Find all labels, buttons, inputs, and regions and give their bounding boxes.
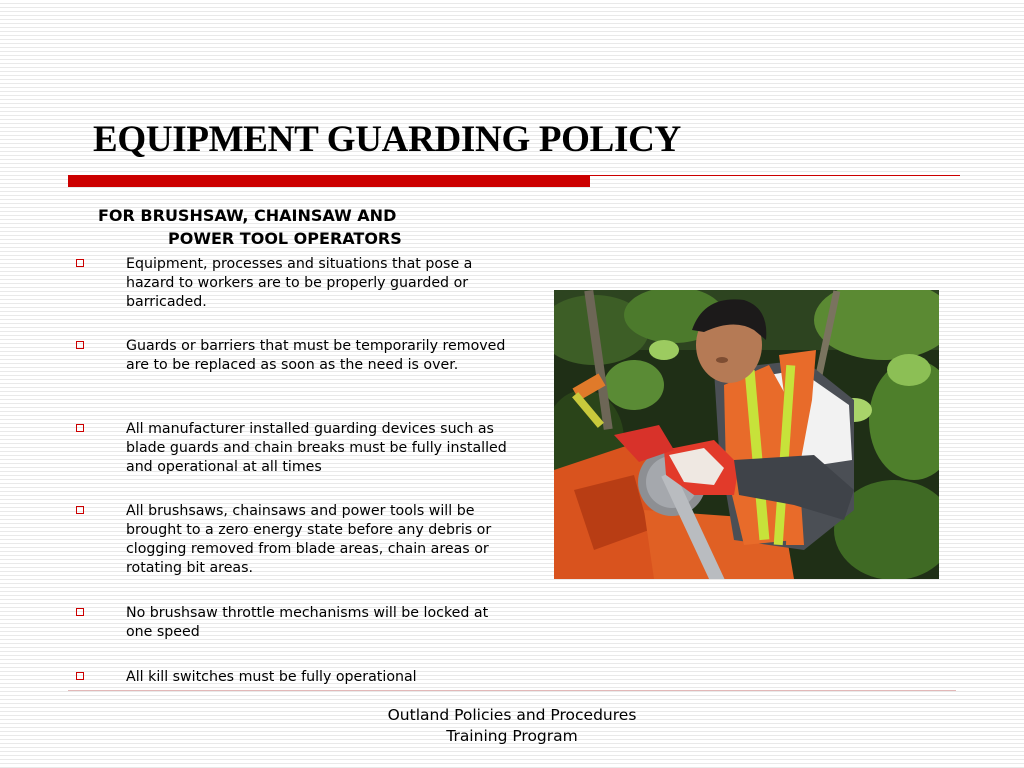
slide-subtitle (98, 204, 518, 250)
worker-photo (554, 290, 939, 579)
bullet-text: Equipment, processes and situations that pose a hazard to workers are to be properly guarded or barricaded. (126, 256, 473, 310)
slide-title: EQUIPMENT GUARDING POLICY (93, 119, 681, 160)
hollow-square-bullet-icon (76, 259, 84, 267)
subtitle-line-2: POWER TOOL OPERATORS (168, 229, 402, 248)
hollow-square-bullet-icon (76, 608, 84, 616)
subtitle-line-1: FOR BRUSHSAW, CHAINSAW AND (98, 206, 397, 225)
bullet-text: All manufacturer installed guarding devices such as blade guards and chain breaks must be fully installed and operational at all times (126, 421, 507, 475)
hollow-square-bullet-icon (76, 506, 84, 514)
bullet-text: Guards or barriers that must be temporarily removed are to be replaced as soon as the need is over. (126, 338, 506, 373)
bullet-text: All brushsaws, chainsaws and power tools will be brought to a zero energy state before any debris or clogging removed from blade areas, chain areas or rotating bit areas. (126, 503, 492, 576)
footer-divider (68, 690, 956, 691)
footer-line-1: Outland Policies and Procedures (387, 706, 637, 724)
worker-with-brushsaw-illustration (554, 290, 939, 579)
bullet-text: No brushsaw throttle mechanisms will be locked at one speed (126, 605, 489, 640)
bullet-text: All kill switches must be fully operational (126, 669, 417, 685)
title-underline-thin (590, 175, 960, 176)
hollow-square-bullet-icon (76, 424, 84, 432)
hollow-square-bullet-icon (76, 672, 84, 680)
hollow-square-bullet-icon (76, 341, 84, 349)
title-underline-thick (68, 175, 590, 187)
slide-footer (312, 705, 712, 747)
footer-line-2: Training Program (446, 727, 578, 745)
